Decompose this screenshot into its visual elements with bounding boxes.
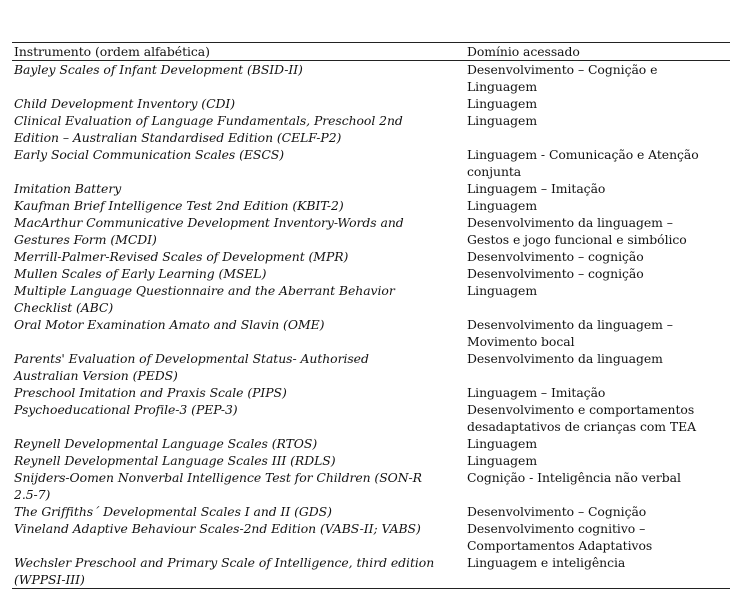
domain-cell (465, 571, 730, 588)
table-row (12, 537, 730, 554)
domain-cell (465, 486, 730, 503)
domain-cell: Desenvolvimento da linguagem – (467, 215, 673, 230)
table-row (12, 401, 730, 418)
table-row (12, 554, 730, 571)
table-row (12, 197, 730, 214)
instrument-cell: Imitation Battery (14, 181, 122, 196)
domain-cell: Cognição - Inteligência não verbal (467, 470, 681, 485)
domain-cell: desadaptativos de crianças com TEA (467, 419, 696, 434)
table-row (12, 180, 730, 197)
instrument-cell: Multiple Language Questionnaire and the Aberrant Behavior (14, 283, 395, 298)
domain-cell: Linguagem – Imitação (467, 181, 606, 196)
domain-cell: Linguagem e inteligência (467, 555, 626, 570)
table-row (12, 146, 730, 163)
instrument-cell: Child Development Inventory (CDI) (14, 96, 236, 111)
instrument-cell (12, 418, 465, 435)
table-row (12, 520, 730, 537)
table-row (12, 418, 730, 435)
domain-cell: Linguagem (467, 436, 538, 451)
instrument-cell: Mullen Scales of Early Learning (MSEL) (14, 266, 267, 281)
instrument-cell (12, 78, 465, 95)
instrument-cell: Reynell Developmental Language Scales III (RDLS) (14, 453, 336, 468)
domain-cell: Desenvolvimento e comportamentos (467, 402, 695, 417)
domain-cell: Desenvolvimento – cognição (467, 266, 644, 281)
table-row (12, 384, 730, 401)
domain-cell: conjunta (467, 164, 522, 179)
instrument-table (12, 42, 730, 589)
table-row (12, 61, 730, 78)
domain-cell (465, 367, 730, 384)
instrument-cell: Reynell Developmental Language Scales (RTOS) (14, 436, 318, 451)
table-row (12, 367, 730, 384)
table-row (12, 469, 730, 486)
instrument-cell (12, 333, 465, 350)
domain-cell: Desenvolvimento cognitivo – (467, 521, 646, 536)
domain-cell (465, 129, 730, 146)
domain-cell: Desenvolvimento da linguagem – (467, 317, 673, 332)
table-row (12, 129, 730, 146)
instrument-cell: Oral Motor Examination Amato and Slavin (OME) (14, 317, 325, 332)
domain-cell: Comportamentos Adaptativos (467, 538, 653, 553)
table-row (12, 231, 730, 248)
header-domain: Domínio acessado (467, 44, 580, 59)
domain-cell: Desenvolvimento – Cognição e (467, 62, 658, 77)
instrument-cell: Clinical Evaluation of Language Fundamentals, Preschool 2nd (14, 113, 403, 128)
instrument-cell: Bayley Scales of Infant Development (BSID-II) (14, 62, 303, 77)
instrument-cell: Vineland Adaptive Behaviour Scales-2nd Edition (VABS-II; VABS) (14, 521, 421, 536)
table-row (12, 265, 730, 282)
domain-cell: Linguagem (467, 453, 538, 468)
instrument-cell: Australian Version (PEDS) (14, 368, 178, 383)
table-row (12, 299, 730, 316)
instrument-cell: (WPPSI-III) (14, 572, 85, 587)
domain-cell: Desenvolvimento da linguagem (467, 351, 663, 366)
instrument-cell: Kaufman Brief Intelligence Test 2nd Edition (KBIT-2) (14, 198, 344, 213)
domain-cell: Linguagem (467, 113, 538, 128)
domain-cell (465, 299, 730, 316)
table-row (12, 435, 730, 452)
instrument-cell (12, 537, 465, 554)
table-row (12, 350, 730, 367)
table-row (12, 452, 730, 469)
instrument-cell: MacArthur Communicative Development Inventory-Words and (14, 215, 404, 230)
instrument-cell: Merrill-Palmer-Revised Scales of Development (MPR) (14, 249, 349, 264)
table-body (12, 61, 730, 588)
table-row (12, 112, 730, 129)
domain-cell: Desenvolvimento – cognição (467, 249, 644, 264)
table-row (12, 316, 730, 333)
table-row (12, 248, 730, 265)
domain-cell: Linguagem (467, 198, 538, 213)
instrument-cell: Early Social Communication Scales (ESCS) (14, 147, 284, 162)
domain-cell: Movimento bocal (467, 334, 575, 349)
table-row (12, 282, 730, 299)
header-instrument: Instrumento (ordem alfabética) (14, 44, 210, 59)
table-row (12, 333, 730, 350)
table-row (12, 78, 730, 95)
domain-cell: Linguagem - Comunicação e Atenção (467, 147, 699, 162)
table-row (12, 503, 730, 520)
domain-cell: Desenvolvimento – Cognição (467, 504, 647, 519)
instrument-cell: Wechsler Preschool and Primary Scale of Intelligence, third edition (14, 555, 435, 570)
table-row (12, 214, 730, 231)
instrument-cell: Psychoeducational Profile-3 (PEP-3) (14, 402, 238, 417)
table-header-row (12, 43, 730, 60)
instrument-cell (12, 163, 465, 180)
table-row (12, 163, 730, 180)
instrument-cell: Preschool Imitation and Praxis Scale (PIPS) (14, 385, 287, 400)
domain-cell: Linguagem – Imitação (467, 385, 606, 400)
domain-cell: Linguagem (467, 96, 538, 111)
table-bottom-rule (12, 588, 730, 589)
instrument-cell: Parents' Evaluation of Developmental Status- Authorised (14, 351, 369, 366)
table-row (12, 95, 730, 112)
instrument-cell: The Griffiths´ Developmental Scales I and II (GDS) (14, 504, 332, 519)
instrument-cell: Checklist (ABC) (14, 300, 114, 315)
instrument-cell: Gestures Form (MCDI) (14, 232, 157, 247)
instrument-cell: 2.5-7) (14, 487, 51, 502)
domain-cell: Linguagem (467, 79, 538, 94)
instrument-cell: Edition – Australian Standardised Edition (CELF-P2) (14, 130, 342, 145)
domain-cell: Linguagem (467, 283, 538, 298)
table-row (12, 571, 730, 588)
table-row (12, 486, 730, 503)
instrument-cell: Snijders-Oomen Nonverbal Intelligence Test for Children (SON-R (14, 470, 422, 485)
domain-cell: Gestos e jogo funcional e simbólico (467, 232, 687, 247)
